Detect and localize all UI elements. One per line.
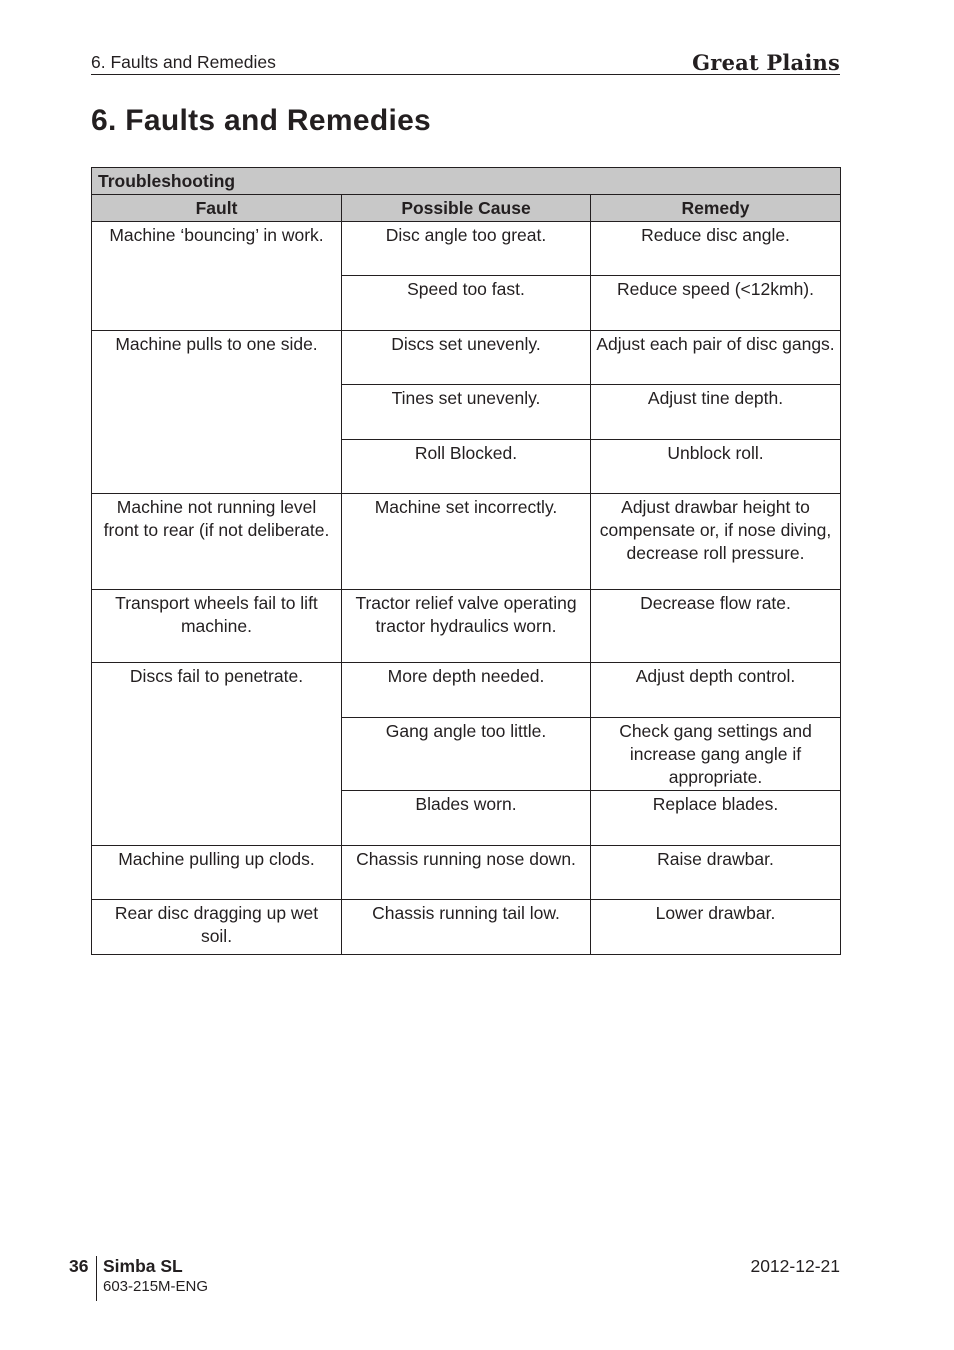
remedy-cell: Reduce speed (<12kmh). (591, 276, 841, 331)
cause-cell: Tractor relief valve operating tractor hydraulics worn. (342, 590, 591, 663)
running-header (91, 50, 840, 75)
table-row (92, 590, 841, 663)
footer-doc-number: 603-215M-ENG (103, 1278, 209, 1295)
cause-cell: Disc angle too great. (342, 222, 591, 276)
cause-cell: Gang angle too little. (342, 718, 591, 791)
cause-cell: Tines set unevenly. (342, 385, 591, 440)
cause-cell: More depth needed. (342, 663, 591, 718)
brand-logo: Great Plains (692, 50, 840, 75)
remedy-cell: Check gang settings and increase gang angle if appropriate. (591, 718, 841, 791)
cause-cell: Roll Blocked. (342, 440, 591, 494)
table-row (92, 663, 841, 718)
table-row (92, 846, 841, 900)
remedy-cell: Unblock roll. (591, 440, 841, 494)
cause-cell: Discs set unevenly. (342, 331, 591, 385)
fault-cell: Machine ‘bouncing’ in work. (92, 222, 342, 331)
fault-cell: Discs fail to penetrate. (92, 663, 342, 846)
table-row (92, 494, 841, 590)
remedy-cell: Reduce disc angle. (591, 222, 841, 276)
cause-cell: Speed too fast. (342, 276, 591, 331)
page-number: 36 (69, 1256, 89, 1276)
table-row (92, 900, 841, 955)
table-caption: Troubleshooting (92, 168, 841, 195)
column-header-fault: Fault (92, 195, 342, 222)
running-header-section: 6. Faults and Remedies (91, 52, 276, 72)
remedy-cell: Adjust drawbar height to compensate or, if nose diving, decrease roll pressure. (591, 494, 841, 590)
footer-divider (96, 1256, 97, 1301)
cause-cell: Machine set incorrectly. (342, 494, 591, 590)
column-header-cause: Possible Cause (342, 195, 591, 222)
cause-cell: Chassis running tail low. (342, 900, 591, 955)
fault-cell: Machine not running level front to rear (if not deliberate. (92, 494, 342, 590)
remedy-cell: Adjust each pair of disc gangs. (591, 331, 841, 385)
remedy-cell: Adjust depth control. (591, 663, 841, 718)
column-header-remedy: Remedy (591, 195, 841, 222)
fault-cell: Machine pulls to one side. (92, 331, 342, 494)
cause-cell: Blades worn. (342, 791, 591, 846)
remedy-cell: Lower drawbar. (591, 900, 841, 955)
remedy-cell: Replace blades. (591, 791, 841, 846)
fault-cell: Machine pulling up clods. (92, 846, 342, 900)
table-row (92, 222, 841, 276)
troubleshooting-table (91, 167, 841, 955)
fault-cell: Rear disc dragging up wet soil. (92, 900, 342, 955)
remedy-cell: Adjust tine depth. (591, 385, 841, 440)
footer-model: Simba SL (103, 1256, 183, 1276)
remedy-cell: Raise drawbar. (591, 846, 841, 900)
cause-cell: Chassis running nose down. (342, 846, 591, 900)
remedy-cell: Decrease flow rate. (591, 590, 841, 663)
fault-cell: Transport wheels fail to lift machine. (92, 590, 342, 663)
table-row (92, 331, 841, 385)
footer-date: 2012-12-21 (750, 1256, 840, 1276)
page-title: 6. Faults and Remedies (91, 104, 432, 137)
